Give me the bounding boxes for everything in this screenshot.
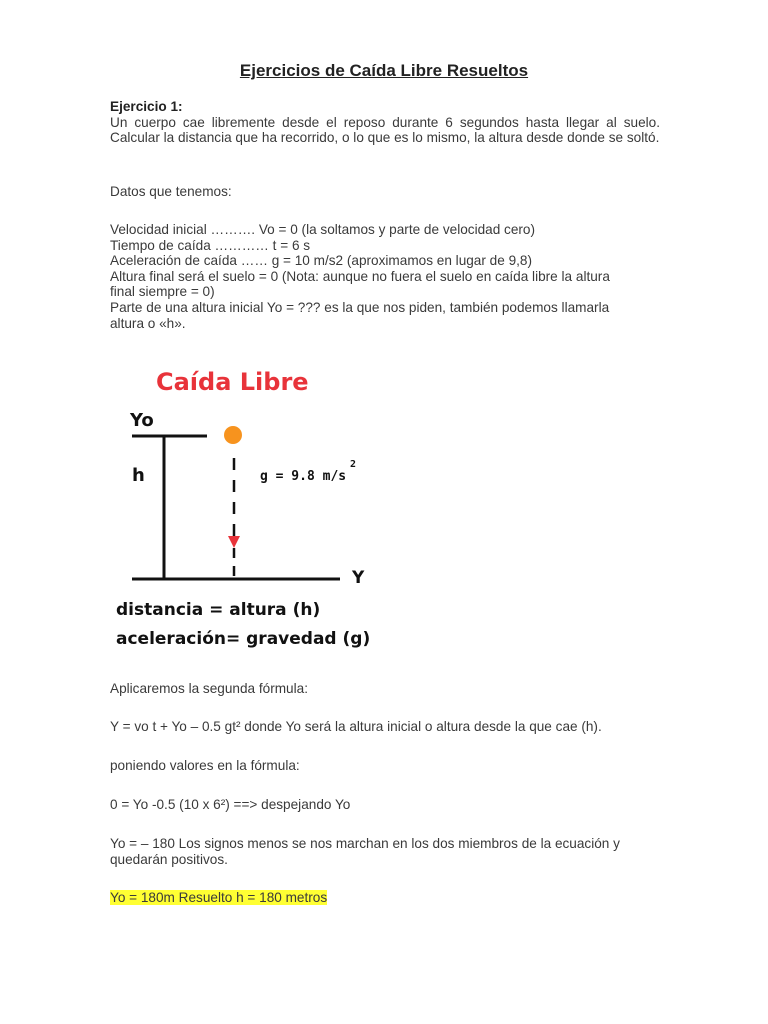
result-line: Yo = – 180 Los signos menos se nos marchan en los dos miembros de la ecuación y [110, 836, 620, 851]
label-h: h [132, 465, 145, 486]
solution-substitution: 0 = Yo -0.5 (10 x 6²) ==> despejando Yo [110, 797, 351, 812]
exercise-statement: Un cuerpo cae libremente desde el reposo durante 6 segundos hasta llegar al suelo. Calcular la distancia que ha recorrido, o lo que es lo mismo, la altura desde donde se soltó. [110, 114, 660, 146]
result-line: quedarán positivos. [110, 851, 228, 867]
exercise-heading: Ejercicio 1: [110, 99, 183, 114]
solution-result [110, 836, 660, 867]
caption-acceleration: aceleración= gravedad (g) [116, 629, 371, 649]
label-yo: Yo [130, 410, 154, 431]
data-line: Aceleración de caída …… g = 10 m/s2 (aproximamos en lugar de 9,8) [110, 253, 532, 269]
data-heading: Datos que tenemos: [110, 184, 232, 199]
data-line: final siempre = 0) [110, 284, 215, 300]
exercise-block [110, 99, 660, 146]
falling-ball-icon [224, 426, 242, 444]
solution-intro: Aplicaremos la segunda fórmula: [110, 681, 308, 696]
data-line: Tiempo de caída ………… t = 6 s [110, 237, 311, 253]
final-answer: Yo = 180m Resuelto h = 180 metros [110, 890, 328, 905]
data-line: Altura final será el suelo = 0 (Nota: aunque no fuera el suelo en caída libre la altura [110, 268, 610, 284]
free-fall-diagram [110, 356, 380, 656]
free-fall-svg [110, 356, 380, 656]
gravity-label: g = 9.8 m/s [260, 469, 347, 484]
solution-formula: Y = vo t + Yo – 0.5 gt² donde Yo será la altura inicial o altura desde la que cae (h). [110, 719, 602, 734]
data-line: altura o «h». [110, 315, 186, 331]
final-answer-block [110, 890, 660, 906]
gravity-exponent: 2 [350, 459, 357, 470]
diagram-title: Caída Libre [156, 368, 309, 396]
label-y: Y [352, 568, 365, 588]
caption-distance: distancia = altura (h) [116, 600, 321, 620]
solution-values-intro: poniendo valores en la fórmula: [110, 758, 300, 773]
document-title: Ejercicios de Caída Libre Resueltos [239, 61, 529, 80]
data-line: Velocidad inicial ………. Vo = 0 (la soltamos y parte de velocidad cero) [110, 222, 536, 237]
document-page [110, 0, 660, 1024]
arrow-down-icon [228, 536, 240, 548]
data-line: Parte de una altura inicial Yo = ??? es la que nos piden, también podemos llamarla [110, 299, 610, 315]
data-list [110, 222, 660, 331]
